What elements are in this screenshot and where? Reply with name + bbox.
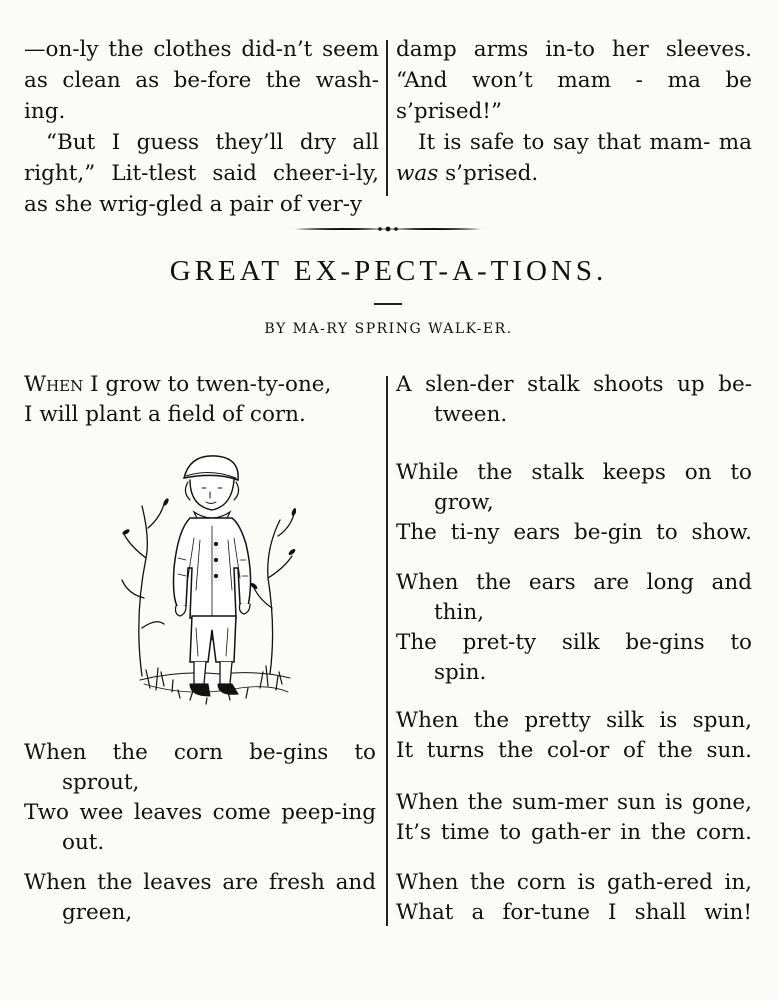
poem-stanza — [24, 370, 376, 430]
poem-stanza — [396, 706, 752, 766]
poem-line: What a for-tune I shall win! — [396, 900, 752, 925]
text-line: It is safe to say that mam- ma was s’prised. — [396, 130, 752, 186]
poem-line: tween. — [434, 402, 508, 427]
title-rule — [374, 303, 402, 305]
poem-left-column — [24, 370, 376, 925]
poem-line: When the ears are long and — [396, 570, 752, 595]
poem-line: A slen-der stalk shoots up be- — [396, 372, 752, 397]
text-line: damp arms in-to her sleeves. “And won’t mam - ma be s’prised!” — [396, 37, 752, 124]
poem-line: green, — [62, 900, 133, 925]
poem-stanza — [396, 868, 752, 928]
poem-line: It’s time to gath-er in the corn. — [396, 820, 752, 845]
poem-line: The ti-ny ears be-gin to show. — [396, 520, 752, 545]
poem-line: When the sum-mer sun is gone, — [396, 790, 752, 815]
poem-line: The pret-ty silk be-gins to — [396, 630, 752, 655]
continued-story — [24, 34, 752, 217]
ornament-divider — [292, 222, 484, 236]
poem-stanza — [24, 738, 376, 858]
continued-story-left-column — [24, 34, 379, 220]
text-line: —on-ly the clothes did-n’t seem as clean as be-fore the wash-ing. — [24, 37, 379, 124]
poem-stanza — [396, 458, 752, 548]
text-line: “But I guess they’ll dry all right,” Lit-tlest said cheer-i-ly, as she wrig-gled a pair of ver-y — [24, 130, 379, 217]
poem-line: spin. — [434, 660, 487, 685]
column-divider — [386, 40, 388, 196]
poem-line: Two wee leaves come peep-ing — [24, 800, 376, 825]
poem — [24, 370, 754, 930]
poem-line: sprout, — [62, 770, 140, 795]
poem-stanza — [396, 568, 752, 688]
poem-line: I will plant a field of corn. — [24, 402, 306, 427]
poem-line: When the leaves are fresh and — [24, 870, 376, 895]
author-byline: BY MA-RY SPRING WALK-ER. — [264, 321, 513, 337]
poem-stanza — [24, 868, 376, 928]
poem-line: grow, — [434, 490, 494, 515]
boy-illustration — [120, 448, 296, 718]
poem-line: While the stalk keeps on to — [396, 460, 752, 485]
poem-stanza — [396, 788, 752, 848]
poem-line: It turns the col-or of the sun. — [396, 738, 752, 763]
poem-line: When the pretty silk is spun, — [396, 708, 752, 733]
poem-line: out. — [62, 830, 105, 855]
poem-line: When I grow to twen-ty-one, — [24, 372, 332, 397]
continued-story-right-column — [396, 34, 752, 189]
article-title: GREAT EX-PECT-A-TIONS. — [169, 255, 608, 287]
poem-line: thin, — [434, 600, 485, 625]
poem-stanza — [396, 370, 752, 430]
poem-line: When the corn is gath-ered in, — [396, 870, 752, 895]
column-divider — [386, 376, 388, 926]
poem-line: When the corn be-gins to — [24, 740, 376, 765]
